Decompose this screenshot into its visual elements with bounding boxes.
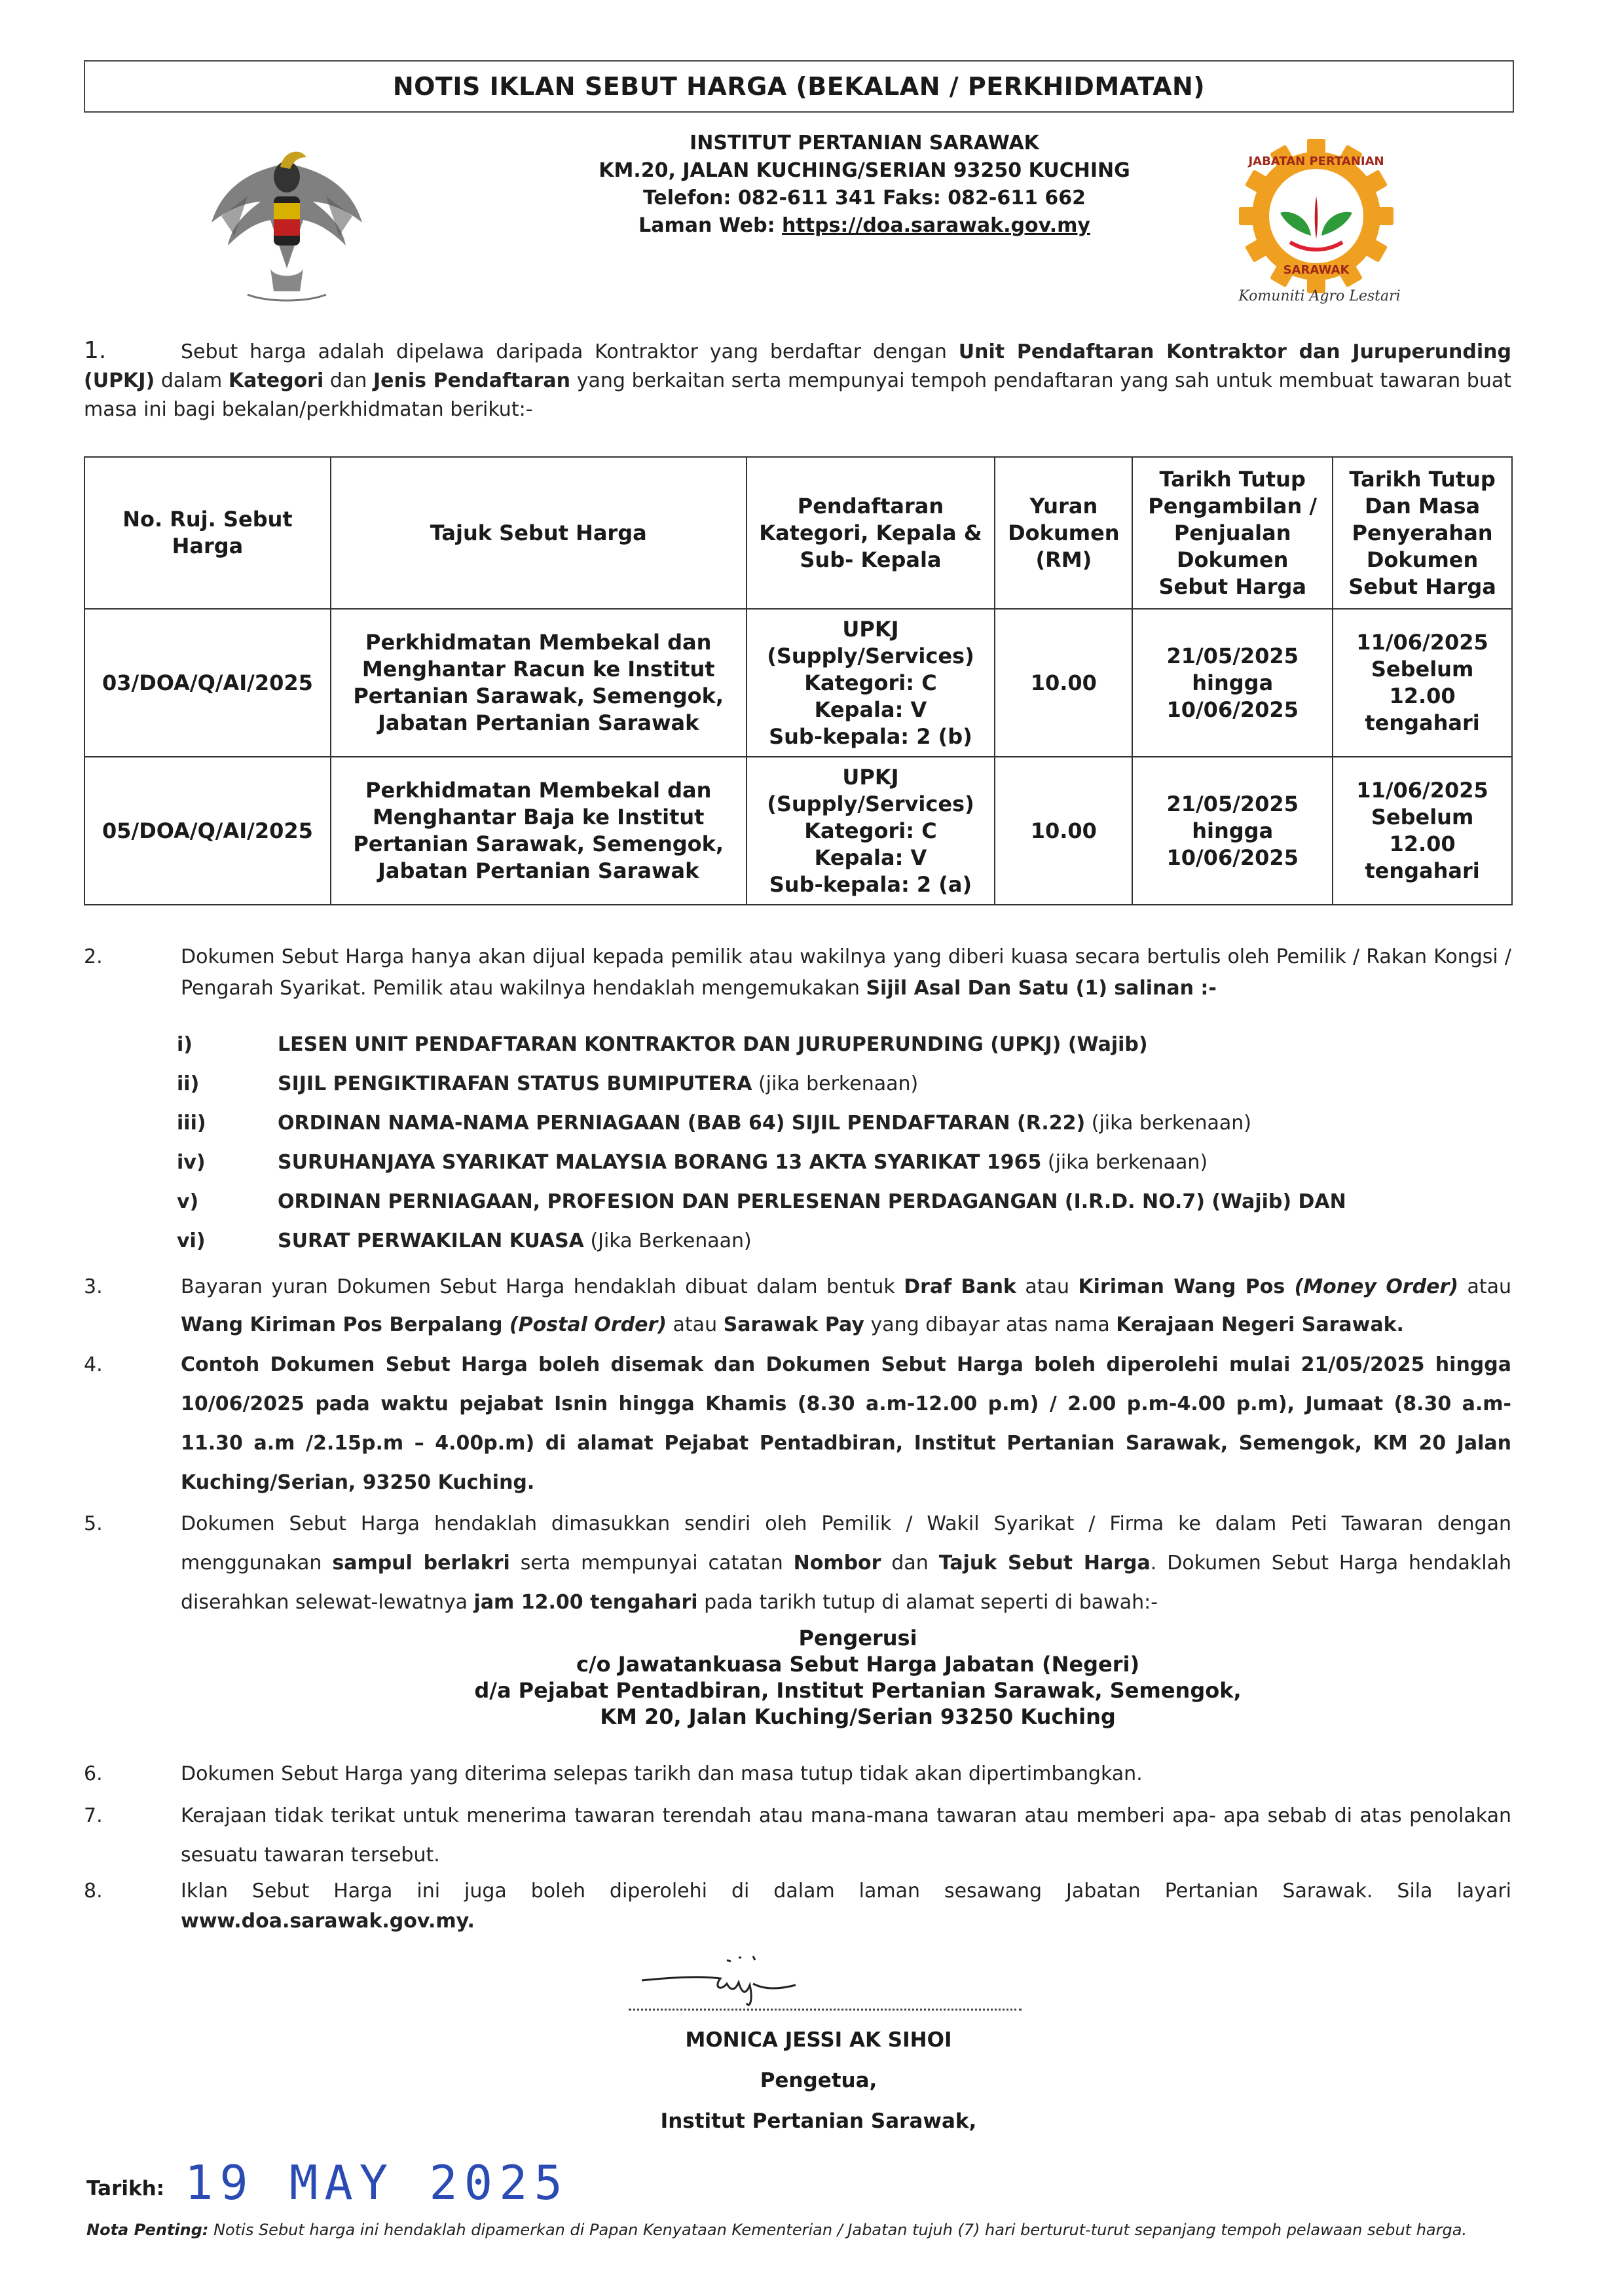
list-item-text [278,1151,1208,1174]
paragraph-8 [84,1876,1511,1937]
paragraph-number: 1. [84,337,107,364]
text-run: Iklan Sebut Harga ini juga boleh diperolehi di dalam laman sesawang Jabatan Pertanian Sarawak. Sila layari [181,1880,1511,1903]
list-item-text [278,1033,1148,1056]
line: Jabatan Pertanian Sarawak [378,710,699,735]
list-item-number: iv) [177,1151,206,1174]
bold-run: ORDINAN PERNIAGAAN, PROFESION DAN PERLESENAN PERDAGANGAN (I.R.D. NO.7) (Wajib) DAN [278,1190,1346,1213]
bold-italic-run: (Money Order) [1294,1275,1458,1298]
list-item-text [278,1072,918,1095]
bold-run: SURAT PERWAKILAN KUASA [278,1230,584,1252]
text-run: serta mempunyai catatan [509,1552,794,1575]
institution-header [458,130,1270,240]
line: 11/06/2025 [1356,630,1488,655]
date-label: Tarikh: [86,2177,165,2200]
paragraph-3 [84,1268,1511,1344]
list-item-number: v) [177,1190,199,1213]
institution-address: KM.20, JALAN KUCHING/SERIAN 93250 KUCHING [599,159,1130,182]
website-link[interactable]: www.doa.sarawak.gov.my. [181,1910,475,1933]
paragraph-4 [84,1345,1511,1503]
bold-run: Sijil Asal Dan Satu (1) salinan :- [866,977,1217,1000]
address-line: d/a Pejabat Pentadbiran, Institut Pertanian Sarawak, Semengok, [474,1678,1242,1703]
submission-address [347,1625,1369,1730]
paragraph-number: 2. [84,945,103,968]
web-label: Laman Web: [638,214,783,237]
text-run: yang berkaitan serta mempunyai tempoh pendaftaran yang sah untuk membuat tawaran buat masa ini bagi bekalan/perkhidmatan berikut:- [84,369,1511,421]
bold-run: LESEN UNIT PENDAFTARAN KONTRAKTOR DAN JURUPERUNDING (UPKJ) (Wajib) [278,1033,1148,1056]
table-header-row [84,457,1512,609]
paragraph-number: 4. [84,1353,103,1376]
institution-phone-fax: Telefon: 082-611 341 Faks: 082-611 662 [642,187,1086,210]
list-item-number: ii) [177,1072,200,1095]
header-registration: Pendaftaran Kategori, Kepala & Sub- Kepala [747,457,995,609]
jabatan-pertanian-sarawak-gear-logo [1231,134,1401,304]
paragraph-text [181,1504,1511,1622]
date-stamp: 19 MAY 2025 [185,2155,569,2210]
bold-run: SIJIL PENGIKTIRAFAN STATUS BUMIPUTERA [278,1072,752,1095]
paragraph-2 [84,941,1511,1004]
paragraph-number: 8. [84,1880,103,1903]
line: 11/06/2025 [1356,778,1488,803]
doa-logo-top-text: JABATAN PERTANIAN [1248,155,1384,168]
text-run: (Jika Berkenaan) [583,1230,752,1252]
bold-run: Kerajaan Negeri Sarawak. [1116,1313,1404,1336]
paragraph-6 [84,1758,1511,1790]
text-run: dan [323,369,374,392]
line: Menghantar Baja ke Institut [372,805,705,829]
cell-ref: 05/DOA/Q/AI/2025 [84,757,331,905]
list-item-number: i) [177,1033,193,1056]
list-item-text [278,1190,1346,1213]
bold-run: ORDINAN NAMA-NAMA PERNIAGAAN (BAB 64) SIJIL PENDAFTARAN (R.22) [278,1112,1086,1135]
bold-run: sampul berlakri [332,1552,510,1575]
header-ref: No. Ruj. Sebut Harga [84,457,331,609]
notice-title: NOTIS IKLAN SEBUT HARGA (BEKALAN / PERKHIDMATAN) [84,60,1514,113]
list-item-number: vi) [177,1230,206,1252]
line: Perkhidmatan Membekal dan [365,778,712,803]
text-run: (jika berkenaan) [1041,1151,1208,1174]
paragraph-1 [84,338,1511,424]
bold-run: jam 12.00 tengahari [473,1591,698,1614]
paragraph-text: Contoh Dokumen Sebut Harga boleh disemak dan Dokumen Sebut Harga boleh diperolehi mulai 21/05/2025 hingga 10/06/2025 pada waktu pejabat Isnin hingga Khamis (8.30 a.m-12.00 p.m) / 2.00 p.m-4.00 p.m), Jumaat (8.30 a.m- 11.30 a.m /2.15p.m – 4.00p.m) di alamat Pejabat Pentadbiran, Institut Pertanian Sarawak, Semengok, KM 20 Jalan Kuching/Serian, 93250 Kuching. [181,1353,1511,1494]
text-run: Dokumen Sebut Harga hanya akan dijual kepada pemilik atau wakilnya yang diberi kuasa secara bertulis oleh Pemilik / Rakan Kongsi / Pengarah Syarikat. Pemilik atau wakilnya hendaklah mengemukakan [181,945,1511,1000]
paragraph-text [181,1268,1511,1344]
bold-run: Tajuk Sebut Harga [938,1552,1151,1575]
bold-run: Nombor [793,1552,881,1575]
table-row [84,609,1512,757]
list-item-text [278,1112,1251,1135]
header-title: Tajuk Sebut Harga [331,457,747,609]
text-run: pada tarikh tutup di alamat seperti di bawah:- [697,1591,1158,1614]
line: Sebelum [1371,805,1474,829]
web-link[interactable]: https://doa.sarawak.gov.my [782,214,1090,237]
cell-registration [747,757,995,905]
line: Kepala: V [814,845,927,870]
line: Sub-kepala: 2 (b) [769,723,972,749]
line: Sebelum [1371,657,1474,682]
bold-run: Kiriman Wang Pos [1078,1275,1295,1298]
line: 12.00 [1389,683,1456,708]
bold-run: Kategori [228,369,324,392]
line: 21/05/2025 [1166,791,1299,816]
bold-run: Unit Pendaftaran Kontraktor dan Juruperunding (UPKJ) [84,340,1511,392]
line: 10/06/2025 [1166,845,1299,870]
cell-collection-deadline [1132,609,1333,757]
line: 10/06/2025 [1166,697,1299,722]
line: hingga [1192,818,1274,843]
text-run: (jika berkenaan) [1085,1112,1252,1135]
signatory-institution: Institut Pertanian Sarawak, [660,2109,977,2133]
institution-name: INSTITUT PERTANIAN SARAWAK [690,132,1039,155]
text-run: dalam [155,369,229,392]
line: UPKJ [842,764,899,790]
bold-italic-run: (Postal Order) [509,1313,667,1336]
paragraph-text: Kerajaan tidak terikat untuk menerima tawaran terendah atau mana-mana tawaran atau memberi apa- apa sebab di atas penolakan sesuatu tawaran tersebut. [181,1804,1511,1867]
text-run: dan [881,1552,939,1575]
quotation-table [84,456,1513,905]
bold-run: Wang Kiriman Pos Berpalang [181,1313,509,1336]
paragraph-text: Dokumen Sebut Harga yang diterima selepas tarikh dan masa tutup tidak akan dipertimbangkan. [181,1762,1143,1785]
line: Pertanian Sarawak, Semengok, [353,831,724,856]
list-item-number: iii) [177,1112,206,1135]
signatory-name: MONICA JESSI AK SIHOI [685,2028,952,2052]
cell-fee: 10.00 [995,609,1132,757]
signatory-block [524,2020,1113,2141]
line: Menghantar Racun ke Institut [361,657,715,682]
address-line: KM 20, Jalan Kuching/Serian 93250 Kuching [600,1704,1116,1729]
cell-title [331,609,747,757]
header-submission-deadline: Tarikh Tutup Dan Masa Penyerahan Dokumen Sebut Harga [1333,457,1512,609]
bold-run: Sarawak Pay [723,1313,864,1336]
sarawak-hornbill-crest-icon [208,137,365,308]
paragraph-number: 5. [84,1512,103,1535]
doa-tagline: Komuniti Agro Lestari [1238,288,1401,304]
footnote-label: Nota Penting: [86,2221,209,2239]
text-run: Dokumen Sebut Harga hendaklah dimasukkan sendiri oleh Pemilik / Wakil Syarikat / Firma ke dalam Peti Tawaran dengan menggunakan [181,1512,1511,1575]
line: 21/05/2025 [1166,643,1299,668]
text-run: atau [667,1313,724,1336]
bold-run: Jenis Pendaftaran [373,369,571,392]
paragraph-text [181,941,1511,1004]
address-line: c/o Jawatankuasa Sebut Harga Jabatan (Negeri) [576,1652,1140,1677]
line: hingga [1192,670,1274,695]
institution-web [458,212,1270,240]
paragraph-7 [84,1796,1511,1875]
line: UPKJ [842,616,899,642]
handwritten-signature-icon [622,1951,838,2010]
paragraph-number: 3. [84,1275,103,1298]
paragraph-text [84,338,1511,424]
cell-fee: 10.00 [995,757,1132,905]
bold-run: Draf Bank [904,1275,1016,1298]
list-item-text [278,1230,752,1252]
cell-submission-deadline [1333,757,1512,905]
line: Kategori: C [804,818,937,843]
paragraph-text [181,1876,1511,1937]
line: (Supply/Services) [767,643,974,668]
text-run: atau [1458,1275,1512,1298]
header-fee: Yuran Dokumen (RM) [995,457,1132,609]
cell-title [331,757,747,905]
line: Pertanian Sarawak, Semengok, [353,683,724,708]
line: Kategori: C [804,670,937,695]
bold-run: SURUHANJAYA SYARIKAT MALAYSIA BORANG 13 AKTA SYARIKAT 1965 [278,1151,1042,1174]
signatory-position: Pengetua, [760,2069,877,2092]
cell-submission-deadline [1333,609,1512,757]
line: tengahari [1365,710,1480,735]
doa-logo-bottom-text: SARAWAK [1283,263,1350,277]
line: (Supply/Services) [767,791,974,816]
paragraph-number: 6. [84,1762,103,1785]
cell-registration [747,609,995,757]
text-run: . Dokumen Sebut Harga hendaklah diserahkan selewat-lewatnya [181,1552,1512,1614]
signature-line [629,2009,1022,2011]
table-row [84,757,1512,905]
footnote-text: Notis Sebut harga ini hendaklah dipamerkan di Papan Kenyataan Kementerian / Jabatan tujuh (7) hari berturut-turut sepanjang tempoh pelawaan sebut harga. [208,2221,1467,2239]
line: 12.00 [1389,831,1456,856]
paragraph-5 [84,1504,1511,1622]
line: Sub-kepala: 2 (a) [769,871,972,897]
header-collection-deadline: Tarikh Tutup Pengambilan / Penjualan Dokumen Sebut Harga [1132,457,1333,609]
line: Jabatan Pertanian Sarawak [378,858,699,883]
text-run: (jika berkenaan) [752,1072,919,1095]
text-run: Bayaran yuran Dokumen Sebut Harga hendaklah dibuat dalam bentuk [181,1275,904,1298]
cell-ref: 03/DOA/Q/AI/2025 [84,609,331,757]
paragraph-number: 7. [84,1804,103,1827]
line: Perkhidmatan Membekal dan [365,630,712,655]
cell-collection-deadline [1132,757,1333,905]
text-run: yang dibayar atas nama [864,1313,1116,1336]
address-line: Pengerusi [798,1626,917,1650]
line: Kepala: V [814,697,927,722]
text-run: atau [1016,1275,1079,1298]
text-run: Sebut harga adalah dipelawa daripada Kontraktor yang berdaftar dengan [181,340,959,363]
line: tengahari [1365,858,1480,883]
footnote [86,2221,1514,2239]
